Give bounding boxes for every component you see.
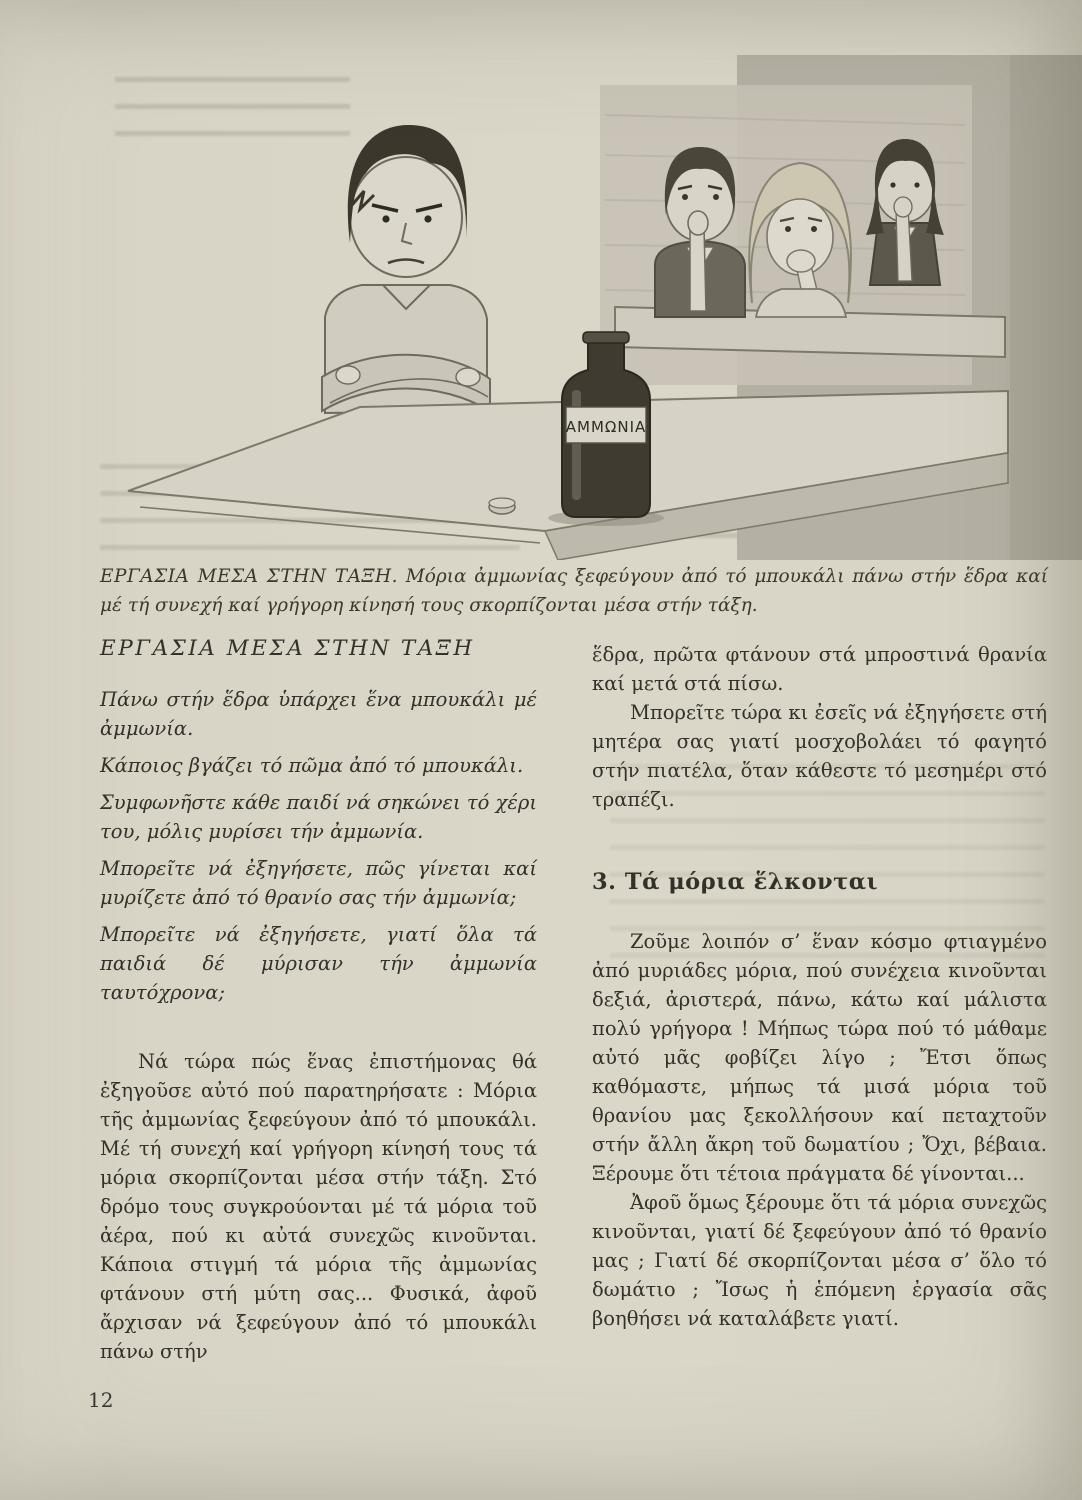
classroom-illustration: [0, 55, 1082, 560]
figure-caption-text: Μόρια ἀμμωνίας ξεφεύγουν ἀπό τό μπουκάλι πάνω στήν ἕδρα καί μέ τή συνεχή καί γρήγορη κίνησή τους σκορπίζονται μέσα στήν τάξη.: [100, 566, 1048, 616]
body-paragraph: Ζοῦμε λοιπόν σ’ ἕναν κόσμο φτιαγμένο ἀπό μυριάδες μόρια, πού συνέχεια κινοῦνται δεξιά, ἀριστερά, πάνω, κάτω καί μάλιστα πολύ γρήγορα ! Μήπως τώρα πού τό μάθαμε αὐτό μᾶς φοβίζει λίγο ; Ἔτσι ὅπως καθόμαστε, μήπως τά μισά μόρια τοῦ θρανίου μας ξεκολλήσουν καί πεταχτοῦν στήν ἄλλη ἄκρη τοῦ δωματίου ; Ὄχι, βέβαια. Ξέρουμε ὅτι τέτοια πράγματα δέ γίνονται...: [592, 930, 1047, 1185]
body-paragraph: Μπορεῖτε τώρα κι ἐσεῖς νά ἐξηγήσετε στή μητέρα σας γιατί μοσχοβολάει τό φαγητό στήν πιατέλα, ὅταν κάθεστε τό μεσημέρι στό τραπέζι.: [592, 701, 1047, 811]
ammonia-bottle-label: ΑΜΜΩΝΙΑ: [565, 418, 647, 436]
body-paragraph: ἕδρα, πρῶτα φτάνουν στά μπροστινά θρανία καί μετά στά πίσω.: [592, 643, 1047, 695]
task-question: Μπορεῖτε νά ἐξηγήσετε, πῶς γίνεται καί μυρίζετε ἀπό τό θρανίο σας τήν ἀμμωνία;: [100, 857, 537, 909]
figure-caption: [100, 562, 1048, 620]
bottle-cork: [489, 498, 515, 514]
task-question: Πάνω στήν ἕδρα ὑπάρχει ἕνα μπουκάλι μέ ἀμμωνία.: [100, 688, 537, 740]
pupil-boy-arms-crossed: [322, 125, 490, 413]
body-paragraph: Νά τώρα πώς ἕνας ἐπιστήμονας θά ἐξηγοῦσε αὐτό πού παρατηρήσατε : Μόρια τῆς ἀμμωνίας ξεφεύγουν ἀπό τό μπουκάλι. Μέ τή συνεχή καί γρήγορη κίνησή τους τά μόρια σκορπίζονται μέσα στήν τάξη. Στό δρόμο τους συγκρούονται μέ τά μόρια τοῦ ἀέρα, πού κι αὐτά συνεχῶς κινοῦνται. Κάποια στιγμή τά μόρια τῆς ἀμμωνίας φτάνουν στή μύτη σας... Φυσικά, ἀφοῦ ἄρχισαν νά ξεφεύγουν ἀπό τό μπουκάλι πάνω στήν: [100, 1050, 537, 1363]
figure-caption-title: ΕΡΓΑΣΙΑ ΜΕΣΑ ΣΤΗΝ ΤΑΞΗ.: [100, 566, 399, 587]
classroom-scene-svg: [0, 55, 1082, 560]
body-paragraph: Ἀφοῦ ὅμως ξέρουμε ὅτι τά μόρια συνεχῶς κινοῦνται, γιατί δέ ξεφεύγουν ἀπό τό θρανίο μας ; Γιατί δέ σκορπίζονται μέσα σ’ ὅλο τό δωμάτιο ; Ἴσως ἡ ἑπόμενη ἐργασία σᾶς βοηθήσει νά καταλάβετε γιατί.: [592, 1191, 1047, 1330]
page-number: 12: [88, 1388, 114, 1412]
section-heading: 3. Τά μόρια ἕλκονται: [592, 869, 878, 895]
task-question: Μπορεῖτε νά ἐξηγήσετε, γιατί ὅλα τά παιδιά δέ μύρισαν τήν ἀμμωνία ταυτόχρονα;: [100, 923, 537, 1004]
right-column: [592, 640, 1047, 1333]
lesson-heading: ΕΡΓΑΣΙΑ ΜΕΣΑ ΣΤΗΝ ΤΑΞΗ: [100, 636, 475, 661]
task-question: Συμφωνῆστε κάθε παιδί νά σηκώνει τό χέρι του, μόλις μυρίσει τήν ἀμμωνία.: [100, 791, 537, 843]
task-question: Κάποιος βγάζει τό πῶμα ἀπό τό μπουκάλι.: [100, 754, 524, 777]
left-column: [100, 634, 537, 1366]
